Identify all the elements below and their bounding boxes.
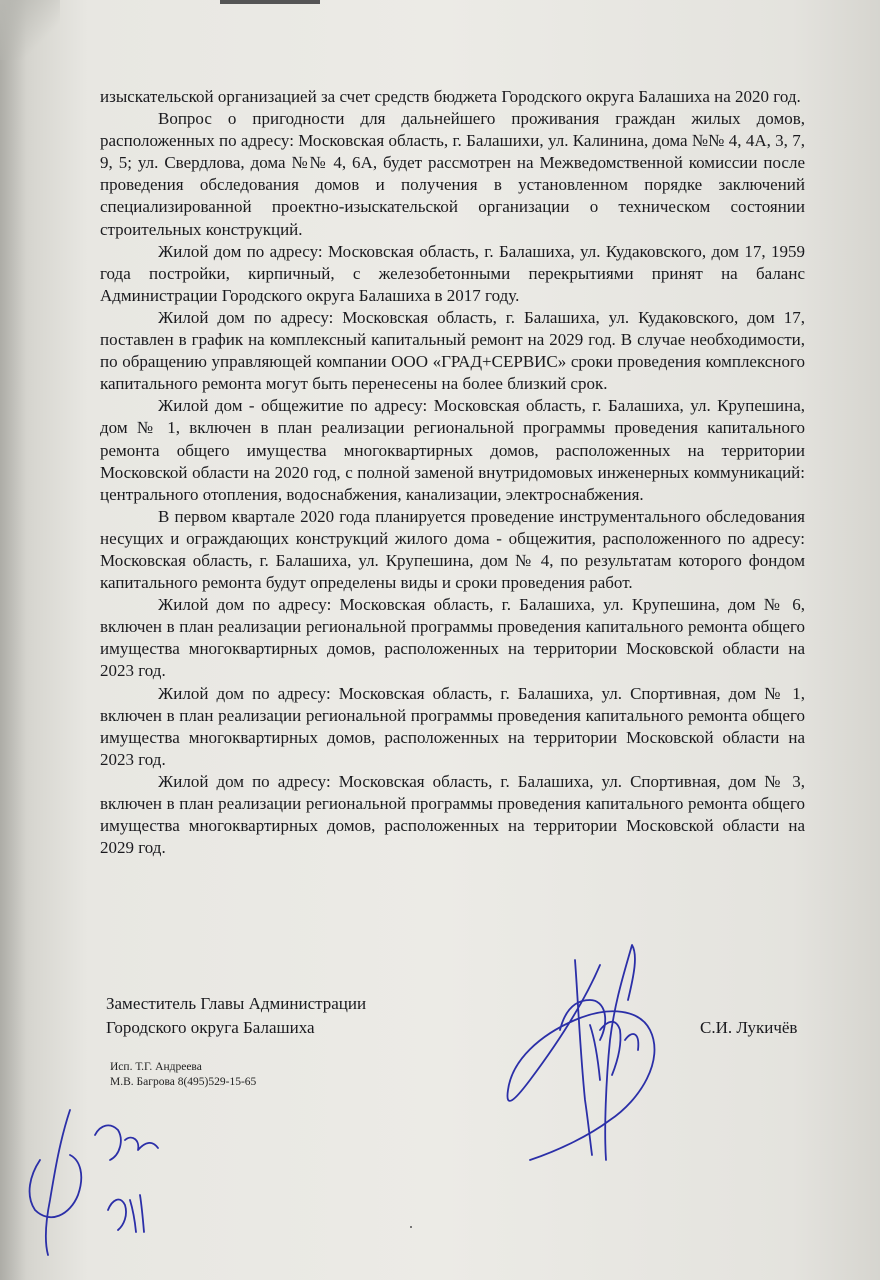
paper-speck <box>410 1226 412 1228</box>
main-signature-stroke <box>590 1022 621 1080</box>
paragraph-9: Жилой дом по адресу: Московская область, г. Балашиха, ул. Спортивная, дом № 3, включен в план реализации региональной программы проведения капитального ремонта общего имущества многоквартирных домов, расположенных на территории Московской области на 2029 год. <box>100 771 805 858</box>
paragraph-2: Вопрос о пригодности для дальнейшего проживания граждан жилых домов, расположенных по адресу: Московская область, г. Балашихи, ул. Калинина, дома №№ 4, 4А, 3, 7, 9, 5; ул. Свердлова, дома №№ 4, 6А, будет рассмотрен на Межведомственной комиссии после проведения обследования домов и получения в установленном порядке заключений специализированной проектно-изыскательской организации о техническом состоянии строительных конструкций. <box>100 109 805 239</box>
paragraph-7: Жилой дом по адресу: Московская область, г. Балашиха, ул. Крупешина, дом № 6, включен в план реализации региональной программы проведения капитального ремонта общего имущества многоквартирных домов, расположенных на территории Московской области на 2023 год. <box>100 595 805 681</box>
paragraph-5: Жилой дом - общежитие по адресу: Московская область, г. Балашиха, ул. Крупешина, дом № 1, включен в план реализации региональной программы проведения капитального ремонта общего имущества многоквартирных домов, расположенных на территории Московской области на 2020 год, с полной заменой внутридомовых инженерных коммуникаций: центрального отопления, водоснабжения, канализации, электроснабжения. <box>100 396 805 504</box>
executor-line-2: М.В. Багрова 8(495)529-15-65 <box>110 1076 257 1088</box>
initials-stroke <box>108 1195 144 1232</box>
paragraph-8: Жилой дом по адресу: Московская область, г. Балашиха, ул. Спортивная, дом № 1, включен в план реализации региональной программы проведения капитального ремонта общего имущества многоквартирных домов, расположенных на территории Московской области на 2023 год. <box>100 683 805 769</box>
paragraph-1: изыскательской организацией за счет средств бюджета Городского округа Балашиха на 2020 год. <box>100 87 801 106</box>
executor-line-1: Исп. Т.Г. Андреева <box>110 1061 202 1073</box>
paragraph-6: В первом квартале 2020 года планируется проведение инструментального обследования несущих и ограждающих конструкций жилого дома - общежития, расположенного по адресу: Московская область, г. Балашиха, ул. Крупешина, дом № 4, по результатам которого фондом капитального ремонта будут определены виды и сроки проведения работ. <box>100 506 805 593</box>
initials-stroke <box>95 1125 158 1160</box>
paragraph-3: Жилой дом по адресу: Московская область, г. Балашиха, ул. Кудаковского, дом 17, 1959 года постройки, кирпичный, с железобетонными перекрытиями принят на баланс Администрации Городского округа Балашиха в 2017 году. <box>100 241 805 305</box>
main-signature-stroke <box>605 945 638 1160</box>
signatory-name: С.И. Лукичёв <box>700 1018 798 1037</box>
signatory-position-line-2: Городского округа Балашиха <box>106 1018 315 1037</box>
paragraph-4: Жилой дом по адресу: Московская область, г. Балашиха, ул. Кудаковского, дом 17, поставлен в график на комплексный капитальный ремонт на 2029 год. В случае необходимости, по обращению управляющей компании ООО «ГРАД+СЕРВИС» сроки проведения комплексного капитального ремонта могут быть перенесены на более близкий срок. <box>100 307 805 394</box>
initials-stroke <box>30 1110 82 1255</box>
main-signature-stroke <box>560 1000 605 1040</box>
signatory-position-line-1: Заместитель Главы Администрации <box>106 994 367 1013</box>
